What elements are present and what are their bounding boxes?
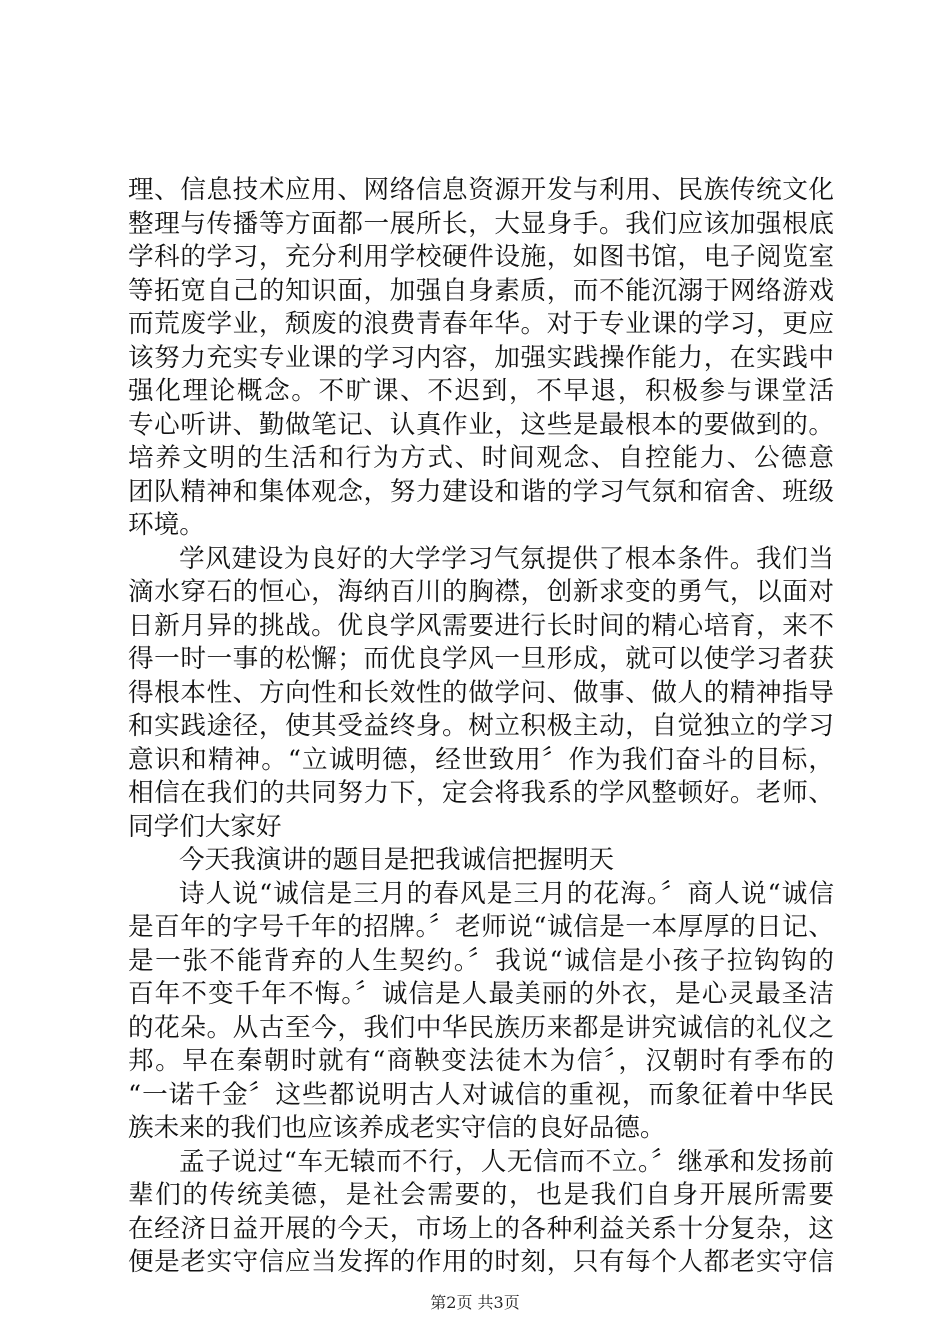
document-body bbox=[128, 174, 834, 1280]
text-line: 族未来的我们也应该养成老实守信的良好品德。 bbox=[128, 1113, 666, 1143]
text-line: 的花朵。从古至今，我们中华民族历来都是讲究诚信的礼仪之 bbox=[128, 1012, 834, 1043]
text-line: 和实践途径，使其受益终身。树立积极主动，自觉独立的学习 bbox=[128, 711, 834, 741]
page-footer: 第2页 共3页 bbox=[430, 1293, 520, 1312]
text-line: 学风建设为良好的大学学习气氛提供了根本条件。我们当 bbox=[179, 543, 834, 574]
text-line: 环境。 bbox=[128, 510, 205, 540]
text-line: 整理与传播等方面都一展所长，大显身手。我们应该加强根底 bbox=[128, 208, 834, 239]
text-line: 是百年的字号千年的招牌。〞老师说“诚信是一本厚厚的日记、 bbox=[128, 912, 834, 942]
text-line: 同学们大家好 bbox=[128, 811, 282, 842]
text-line: 邦。早在秦朝时就有“商鞅变法徒木为信〞，汉朝时有季布的 bbox=[128, 1046, 834, 1076]
text-line: 百年不变千年不悔。〞诚信是人最美丽的外衣，是心灵最圣洁 bbox=[128, 979, 834, 1009]
text-line: 而荒废学业，颓废的浪费青春年华。对于专业课的学习，更应 bbox=[128, 309, 834, 339]
text-line: 专心听讲、勤做笔记、认真作业，这些是最根本的要做到的。 bbox=[128, 409, 834, 440]
text-line: 在经济日益开展的今天，市场上的各种利益关系十分复杂，这 bbox=[128, 1213, 834, 1244]
text-line: 诗人说“诚信是三月的春风是三月的花海。〞商人说“诚信 bbox=[179, 878, 834, 909]
text-line: 便是老实守信应当发挥的作用的时刻，只有每个人都老实守信 bbox=[128, 1247, 834, 1277]
text-line: 学科的学习，充分利用学校硬件设施，如图书馆，电子阅览室 bbox=[128, 242, 834, 272]
text-line: 辈们的传统美德，是社会需要的，也是我们自身开展所需要 bbox=[128, 1180, 834, 1210]
text-line: 孟子说过“车无辕而不行，人无信而不立。〞继承和发扬前 bbox=[179, 1146, 834, 1177]
text-line: 滴水穿石的恒心，海纳百川的胸襟，创新求变的勇气，以面对 bbox=[128, 577, 834, 607]
text-line: 培养文明的生活和行为方式、时间观念、自控能力、公德意 bbox=[128, 443, 834, 473]
text-line: 意识和精神。“立诚明德，经世致用〞作为我们奋斗的目标， bbox=[128, 744, 834, 775]
text-line: 今天我演讲的题目是把我诚信把握明天 bbox=[179, 845, 615, 875]
text-line: 强化理论概念。不旷课、不迟到，不早退，积极参与课堂活 bbox=[128, 376, 834, 406]
text-line: 得根本性、方向性和长效性的做学问、做事、做人的精神指导 bbox=[128, 677, 834, 708]
text-line: 相信在我们的共同努力下，定会将我系的学风整顿好。老师、 bbox=[128, 778, 834, 808]
text-line: 得一时一事的松懈；而优良学风一旦形成，就可以使学习者获 bbox=[128, 644, 834, 674]
text-line: 理、信息技术应用、网络信息资源开发与利用、民族传统文化 bbox=[128, 175, 834, 205]
text-line: “一诺千金〞这些都说明古人对诚信的重视，而象征着中华民 bbox=[128, 1079, 834, 1110]
text-line: 日新月异的挑战。优良学风需要进行长时间的精心培育，来不 bbox=[128, 610, 834, 641]
text-line: 等拓宽自己的知识面，加强自身素质，而不能沉溺于网络游戏 bbox=[128, 275, 834, 306]
text-line: 是一张不能背弃的人生契约。〞我说“诚信是小孩子拉钩钩的 bbox=[128, 945, 834, 976]
text-line: 该努力充实专业课的学习内容，加强实践操作能力，在实践中 bbox=[128, 342, 834, 373]
text-line: 团队精神和集体观念，努力建设和谐的学习气氛和宿舍、班级 bbox=[128, 476, 834, 507]
